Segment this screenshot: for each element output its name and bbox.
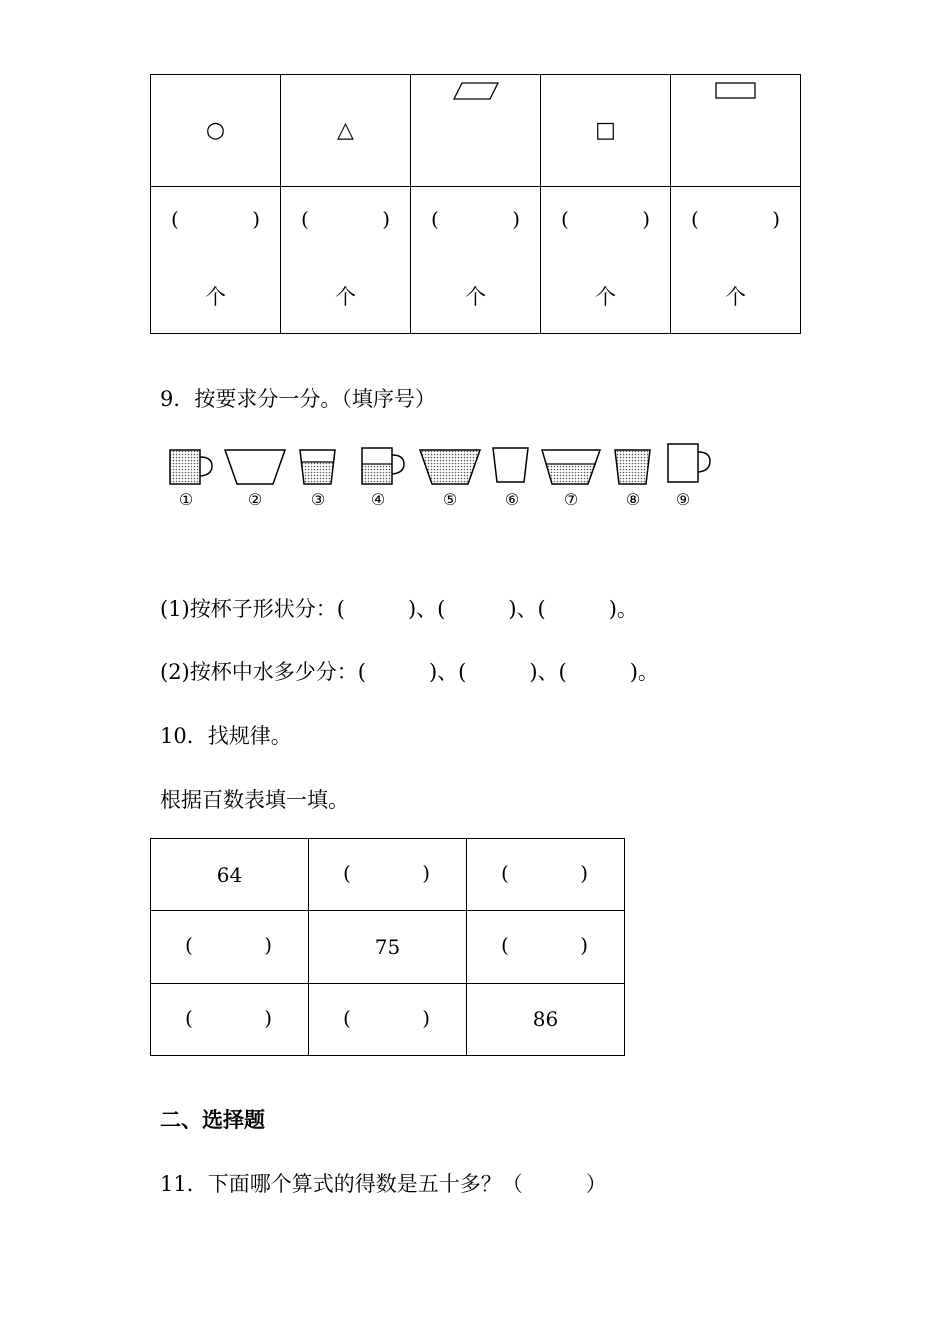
answer-cell-rectangle[interactable]: ( ) 个 <box>671 187 801 334</box>
question-11-title: 11．下面哪个算式的得数是五十多？（ ） <box>160 1172 607 1196</box>
unit-label: 个 <box>205 285 226 309</box>
circle-icon: ○ <box>205 117 226 143</box>
answer-cell-triangle[interactable]: ( ) 个 <box>281 187 411 334</box>
cups-figure <box>160 438 720 518</box>
grid-cell-blank[interactable]: ( ) <box>309 983 467 1055</box>
answer-cell-square[interactable]: ( ) 个 <box>541 187 671 334</box>
cup-label: ③ <box>310 490 326 509</box>
grid-cell-blank[interactable]: ( ) <box>151 983 309 1055</box>
grid-cell-blank[interactable]: ( ) <box>309 839 467 911</box>
cup-label: ⑥ <box>504 490 520 509</box>
grid-cell-blank[interactable]: ( ) <box>467 911 625 983</box>
cup-6-icon <box>493 448 528 482</box>
rectangle-icon <box>715 82 757 100</box>
parallelogram-icon <box>451 81 501 101</box>
cup-label: ⑨ <box>675 490 691 509</box>
cup-label: ② <box>247 490 263 509</box>
unit-label: 个 <box>335 285 356 309</box>
unit-label: 个 <box>465 285 486 309</box>
cup-1-icon <box>170 450 212 484</box>
cup-label: ④ <box>370 490 386 509</box>
shape-count-table <box>150 74 801 334</box>
grid-cell-given: 75 <box>309 911 467 983</box>
shape-cell-triangle <box>281 75 411 187</box>
cup-label: ⑤ <box>442 490 458 509</box>
question-9-sub-2: (2)按杯中水多少分：( )、( )、( )。 <box>160 660 659 684</box>
unit-label: 个 <box>725 285 746 309</box>
question-10-title: 10．找规律。 <box>160 724 292 748</box>
cup-8-icon <box>615 450 650 484</box>
shape-cell-square <box>541 75 671 187</box>
unit-label: 个 <box>595 285 616 309</box>
cup-2-icon <box>225 450 285 484</box>
question-10-instruction: 根据百数表填一填。 <box>160 788 349 812</box>
section-2-heading: 二、选择题 <box>160 1108 265 1132</box>
answer-cell-circle[interactable]: ( ) 个 <box>151 187 281 334</box>
grid-cell-given: 86 <box>467 983 625 1055</box>
cup-7-icon <box>542 450 600 484</box>
shape-cell-parallelogram <box>411 75 541 187</box>
cup-4-icon <box>362 448 404 484</box>
shape-cell-rectangle <box>671 75 801 187</box>
question-9-title: 9．按要求分一分。（填序号） <box>160 387 436 411</box>
cup-label: ⑦ <box>563 490 579 509</box>
grid-cell-blank[interactable]: ( ) <box>151 911 309 983</box>
triangle-icon: △ <box>337 117 354 143</box>
cup-9-icon <box>668 444 710 482</box>
grid-cell-blank[interactable]: ( ) <box>467 839 625 911</box>
answer-cell-parallelogram[interactable]: ( ) 个 <box>411 187 541 334</box>
hundred-chart-table <box>150 838 625 1056</box>
cup-label: ① <box>178 490 194 509</box>
square-icon: □ <box>595 117 616 143</box>
cup-label: ⑧ <box>625 490 641 509</box>
grid-cell-given: 64 <box>151 839 309 911</box>
cup-3-icon <box>300 450 335 484</box>
cup-5-icon <box>420 450 480 484</box>
question-9-sub-1: (1)按杯子形状分：( )、( )、( )。 <box>160 597 638 621</box>
shape-cell-circle <box>151 75 281 187</box>
